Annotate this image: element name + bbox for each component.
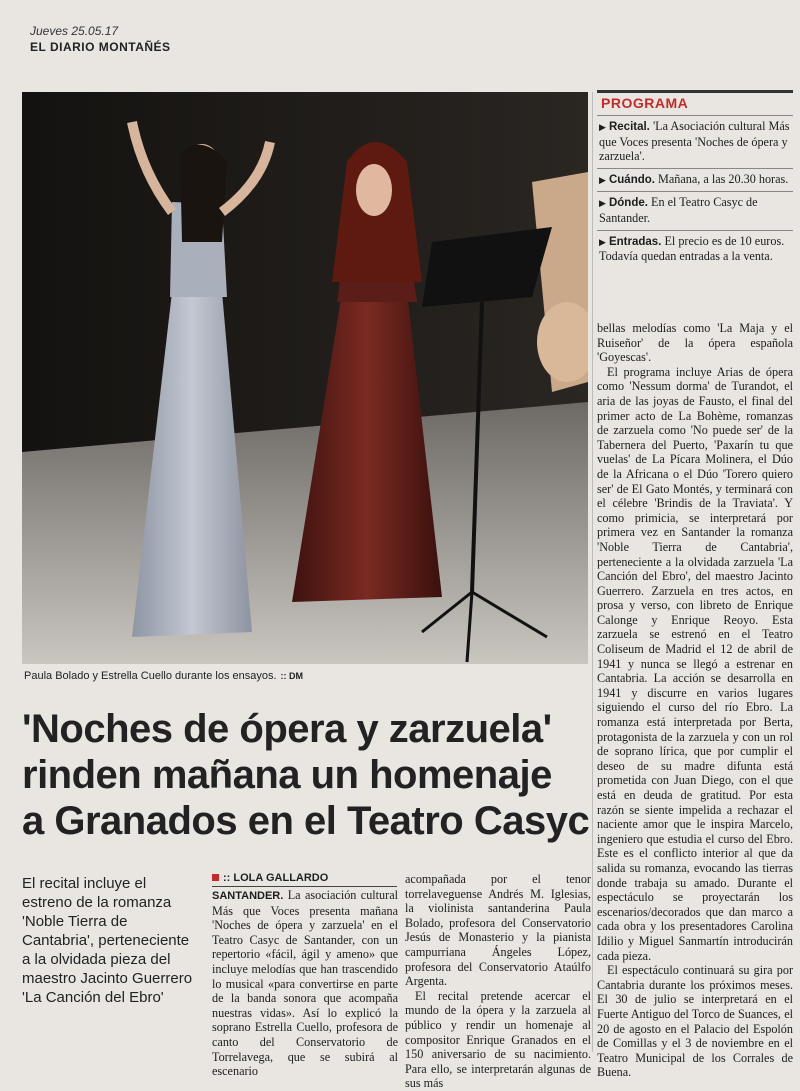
byline-marker: [212, 874, 219, 881]
programa-item-label: Entradas.: [608, 235, 662, 248]
masthead-paper-name: EL DIARIO MONTAÑÉS: [30, 40, 171, 54]
body-column-3: [597, 321, 793, 1080]
dateline-city: SANTANDER.: [212, 890, 284, 902]
byline-author: :: LOLA GALLARDO: [223, 872, 329, 884]
headline-line-3: a Granados en el Teatro Casyc: [22, 799, 590, 843]
col3-paragraph-2: El programa incluye Arias de ópera como 'Nessum dorma' de Turandot, el aria de las joyas de Fausto, el final del primer acto de La Bohème, romanzas de zarzuela como 'No puede ser' de la Tabernera del Puerto, 'Paxarín tu que vuelas' de La Pícara Molinera, el Dúo de la Africana o el Dúo 'Torero quiero ser' de El Gato Montés, y terminará con el célebre 'Brindis de la Traviata'. Y como primicia, se interpretará por primera vez en Santander la romanza 'Noble Tierra de Cantabria', perteneciente a la olvidada zarzuela 'La Canción del Ebro', del maestro Jacinto Guerrero. Zarzuela en tres actos, en prosa y verso, con libreto de Enrique Calonge y Enrique Reoyo. Esta zarzuela se estrenó en el Teatro Coliseum de Madrid el 12 de abril de 1941 y nunca se llegó a estrenar en Cantabria. La acción se desarrolla en 1941 y discurre en varios lugares siguiendo el curso del río Ebro. La romanza está interpretada por Berta, protagonista de la zarzuela y con un rol de soprano lírica, que por cumplir el deseo de su madre difunta está prometida con Juan Diego, con el que está en deuda de gratitud. Por esta razón se siente impelida a rechazar el naciente amor que le inspira Marcelo, ingeniero que estudia el curso del Ebro. Este es el conflicto interior al que da salida su romanza, evocando las tierras donde trabaja su amado. Durante el espectáculo se proyectarán los escenarios/decorados que dan marco a cada obra y los presentadores Carolina Idilio y Miguel Sanmartín introducirán cada pieza.: [597, 364, 793, 963]
programa-item: [597, 191, 793, 229]
col1-paragraph: [212, 888, 398, 1079]
caption-text: Paula Bolado y Estrella Cuello durante los ensayos.: [24, 670, 277, 682]
masthead-date: Jueves 25.05.17: [30, 24, 119, 38]
programa-item-label: Dónde.: [608, 197, 648, 210]
programa-title: PROGRAMA: [597, 90, 793, 115]
headline-line-2: rinden mañana un homenaje: [22, 753, 552, 797]
photo-credit: :: DM: [280, 671, 304, 681]
article-photo: [22, 92, 588, 664]
programa-item-text: El precio es de 10 euros. Todavía quedan entradas a la venta.: [599, 233, 785, 264]
headline: [22, 706, 592, 844]
bullet-triangle-icon: ▶: [599, 236, 606, 247]
bullet-triangle-icon: ▶: [599, 198, 606, 209]
col2-paragraph-1: acompañada por el tenor torrelaveguense Andrés M. Iglesias, la violinista santanderina Paula Bolado, profesora del Conservatorio Jesús de Monasterio y la pianista campurriana Ángeles López, profesora del Conservatorio Ataúlfo Argenta.: [405, 872, 591, 989]
programa-item: [597, 115, 793, 168]
body-column-2: [405, 872, 591, 1091]
programa-item-text: En el Teatro Casyc de Santander.: [599, 195, 758, 225]
col1-text: La asociación cultural Más que Voces presenta mañana 'Noches de ópera y zarzuela' en el Teatro Casyc de Santander, con un repertorio «fácil, ágil y ameno» que incluye melodías que han trascendido lo musical «para convertirse en parte de la banda sonora que acompaña nuestras vidas». Así lo explicó la soprano Estrella Cuello, profesora de canto del Conservatorio de Torrelavega, que se subirá al escenario: [212, 888, 399, 1079]
col2-paragraph-2: El recital pretende acercar el mundo de la ópera y la zarzuela al público y rendir un homenaje al compositor Enrique Granados en el 150 aniversario de su nacimiento. Para ello, se interpretarán algunas de sus más: [405, 988, 591, 1091]
lead-paragraph: El recital incluye el estreno de la romanza 'Noble Tierra de Cantabria', perteneciente a la olvidada pieza del maestro Jacinto Guerrero 'La Canción del Ebro': [22, 875, 193, 1006]
photo-caption: [24, 670, 303, 682]
programa-item-label: Cuándo.: [608, 173, 655, 186]
programa-item-label: Recital.: [608, 121, 650, 133]
programa-item-text: Mañana, a las 20.30 horas.: [658, 171, 789, 186]
programa-item: [597, 230, 793, 268]
column-divider: [592, 92, 593, 1052]
col3-paragraph-1: bellas melodías como 'La Maja y el Ruiseñor' de la ópera española 'Goyescas'.: [597, 321, 793, 365]
col3-paragraph-3: El espectáculo continuará su gira por Cantabria durante los próximos meses. El 30 de julio se interpretará en el Fuerte Antiguo del Torco de Suances, el 20 de agosto en el Palacio del Espolón de Comillas y el 3 de noviembre en el Teatro Municipal de los Corrales de Buena.: [597, 963, 793, 1080]
body-column-1: [212, 888, 398, 1079]
performers-illustration: [22, 92, 588, 664]
headline-line-1: 'Noches de ópera y zarzuela': [22, 707, 552, 751]
programa-box: [597, 90, 793, 268]
byline: [212, 872, 328, 884]
byline-rule: [212, 886, 397, 887]
bullet-triangle-icon: ▶: [599, 122, 606, 132]
bullet-triangle-icon: ▶: [599, 174, 606, 185]
programa-item: [597, 168, 793, 192]
programa-item-text: 'La Asociación cultural Más que Voces presenta 'Noches de ópera y zarzuela'.: [599, 119, 790, 164]
